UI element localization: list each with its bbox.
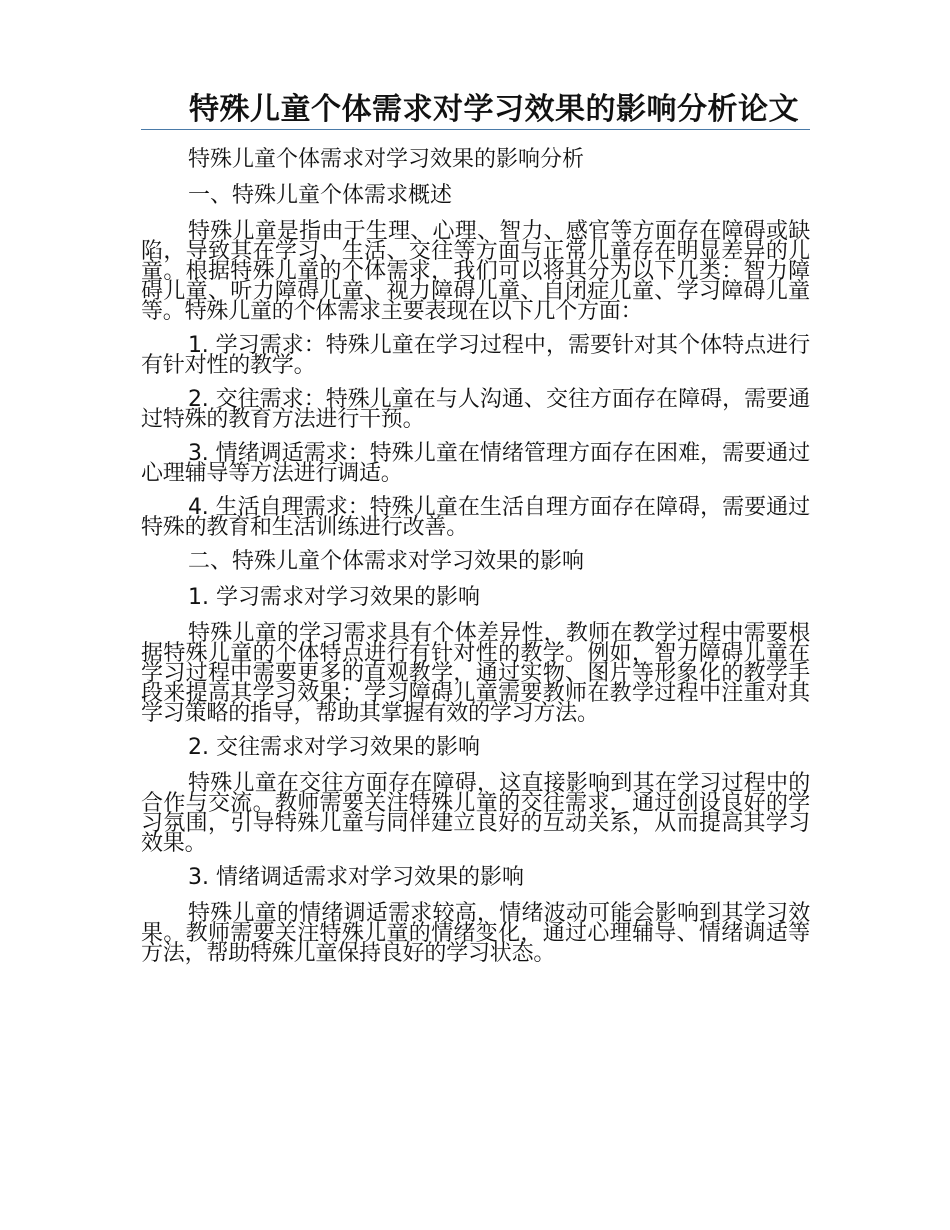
body-paragraph: 2. 交往需求：特殊儿童在与人沟通、交往方面存在障碍，需要通过特殊的教育方法进行干预。 <box>141 387 810 432</box>
section-heading: 特殊儿童个体需求对学习效果的影响分析 <box>188 147 585 172</box>
body-paragraph: 4. 生活自理需求：特殊儿童在生活自理方面存在障碍，需要通过特殊的教育和生活训练进行改善。 <box>141 495 810 540</box>
body-paragraph: 特殊儿童的情绪调适需求较高，情绪波动可能会影响到其学习效果。教师需要关注特殊儿童的情绪变化，通过心理辅导、情绪调适等方法，帮助特殊儿童保持良好的学习状态。 <box>141 901 810 966</box>
section-heading: 一、特殊儿童个体需求概述 <box>188 183 453 208</box>
body-paragraph: 1. 学习需求：特殊儿童在学习过程中，需要针对其个体特点进行有针对性的教学。 <box>141 333 810 378</box>
document-body <box>141 147 810 966</box>
document-page <box>141 92 810 978</box>
document-title: 特殊儿童个体需求对学习效果的影响分析论文 <box>189 92 799 127</box>
body-paragraph: 3. 情绪调适需求：特殊儿童在情绪管理方面存在困难，需要通过心理辅导等方法进行调适。 <box>141 441 810 486</box>
section-heading: 2. 交往需求对学习效果的影响 <box>188 735 480 760</box>
title-divider <box>141 129 810 130</box>
body-paragraph: 特殊儿童是指由于生理、心理、智力、感官等方面存在障碍或缺陷，导致其在学习、生活、交往等方面与正常儿童存在明显差异的儿童。根据特殊儿童的个体需求，我们可以将其分为以下几类：智力障碍儿童、听力障碍儿童、视力障碍儿童、自闭症儿童、学习障碍儿童等。特殊儿童的个体需求主要表现在以下几个方面： <box>141 219 810 324</box>
section-heading: 3. 情绪调适需求对学习效果的影响 <box>188 865 524 890</box>
section-heading: 1. 学习需求对学习效果的影响 <box>188 585 480 610</box>
body-paragraph: 特殊儿童的学习需求具有个体差异性，教师在教学过程中需要根据特殊儿童的个体特点进行有针对性的教学。例如，智力障碍儿童在学习过程中需要更多的直观教学，通过实物、图片等形象化的教学手段来提高其学习效果；学习障碍儿童需要教师在教学过程中注重对其学习策略的指导，帮助其掌握有效的学习方法。 <box>141 621 810 726</box>
body-paragraph: 特殊儿童在交往方面存在障碍，这直接影响到其在学习过程中的合作与交流。教师需要关注特殊儿童的交往需求，通过创设良好的学习氛围，引导特殊儿童与同伴建立良好的互动关系，从而提高其学习效果。 <box>141 771 810 856</box>
section-heading: 二、特殊儿童个体需求对学习效果的影响 <box>188 549 585 574</box>
